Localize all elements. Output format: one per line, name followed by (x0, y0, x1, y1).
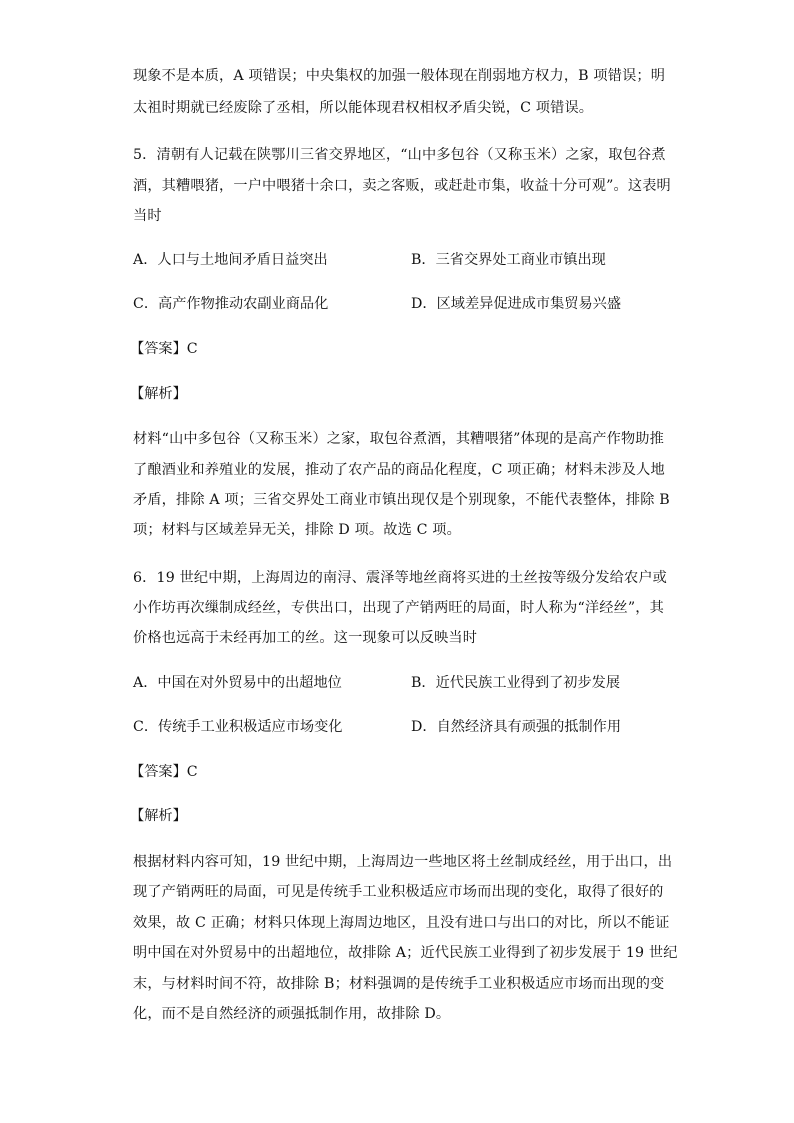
q5-option-b: B．三省交界处工商业市镇出现 (411, 252, 606, 268)
q6-stem-line: 小作坊再次缫制成经丝，专供出口，出现了产销两旺的局面，时人称为“洋经丝”，其 (133, 600, 664, 616)
q6-analysis-line: 化，而不是自然经济的顽强抵制作用，故排除 D。 (133, 1006, 451, 1022)
q6-analysis-line: 效果，故 C 正确；材料只体现上海周边地区，且没有进口与出口的对比，所以不能证 (133, 915, 670, 931)
q5-option-a: A．人口与土地间矛盾日益突出 (133, 252, 328, 268)
q5-analysis-label: 【解析】 (130, 386, 187, 402)
q6-stem-line: 6．19 世纪中期，上海周边的南浔、震泽等地丝商将买进的土丝按等级分发给农户或 (133, 570, 668, 586)
prev-analysis-line: 现象不是本质，A 项错误；中央集权的加强一般体现在削弱地方权力，B 项错误；明 (133, 68, 666, 84)
q6-option-b: B．近代民族工业得到了初步发展 (411, 675, 621, 691)
q5-analysis-line: 项；材料与区域差异无关，排除 D 项。故选 C 项。 (133, 522, 461, 538)
q5-answer: 【答案】C (130, 341, 198, 357)
q5-option-c: C．高产作物推动农副业商品化 (133, 296, 329, 312)
q5-analysis-line: 矛盾，排除 A 项；三省交界处工商业市镇出现仅是个别现象，不能代表整体，排除 B (133, 492, 670, 508)
q6-analysis-label: 【解析】 (130, 808, 187, 824)
prev-analysis-line: 太祖时期就已经废除了丞相，所以能体现君权相权矛盾尖锐，C 项错误。 (133, 100, 594, 116)
q5-option-d: D．区域差异促进成市集贸易兴盛 (411, 296, 622, 312)
q6-option-c: C．传统手工业积极适应市场变化 (133, 719, 343, 735)
q6-analysis-line: 现了产销两旺的局面，可见是传统手工业积极适应市场而出现的变化，取得了很好的 (133, 884, 664, 900)
q6-option-a: A．中国在对外贸易中的出超地位 (133, 675, 342, 691)
q5-analysis-line: 材料“山中多包谷（又称玉米）之家，取包谷煮酒，其糟喂猪”体现的是高产作物助推 (133, 431, 664, 447)
q6-answer: 【答案】C (130, 764, 198, 780)
q5-stem-line: 酒，其糟喂猪，一户中喂猪十余口，卖之客贩，或赶赴市集，收益十分可观”。这表明 (133, 178, 671, 194)
q6-analysis-line: 末，与材料时间不符，故排除 B；材料强调的是传统手工业积极适应市场而出现的变 (133, 976, 665, 992)
q5-analysis-line: 了酿酒业和养殖业的发展，推动了农产品的商品化程度，C 项正确；材料未涉及人地 (133, 462, 665, 478)
q5-stem-line: 当时 (133, 208, 162, 224)
q6-stem-line: 价格也远高于未经再加工的丝。这一现象可以反映当时 (133, 630, 478, 646)
q6-analysis-line: 根据材料内容可知，19 世纪中期，上海周边一些地区将土丝制成经丝，用于出口，出 (133, 854, 673, 870)
q6-option-d: D．自然经济具有顽强的抵制作用 (411, 719, 622, 735)
q5-stem-line: 5．清朝有人记载在陕鄂川三省交界地区，“山中多包谷（又称玉米）之家，取包谷煮 (133, 147, 666, 163)
q6-analysis-line: 明中国在对外贸易中的出超地位，故排除 A；近代民族工业得到了初步发展于 19 世纪 (133, 945, 678, 961)
